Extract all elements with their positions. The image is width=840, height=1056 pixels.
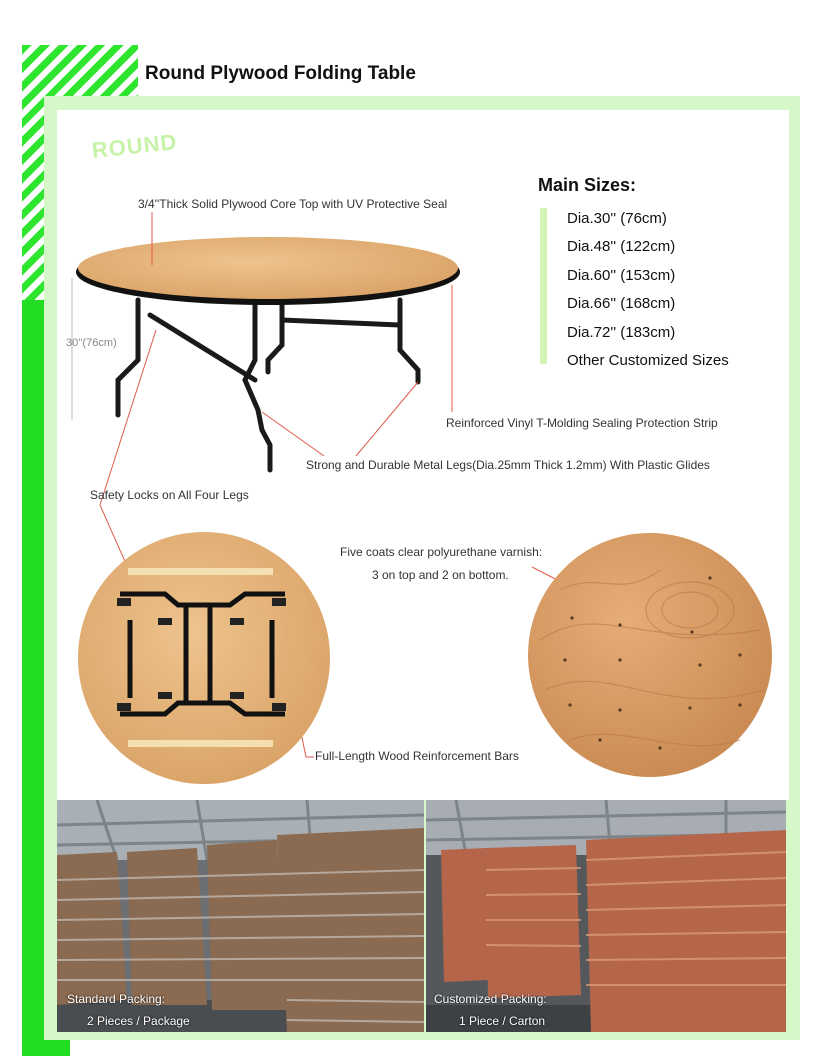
standard-packing-detail: 2 Pieces / Package xyxy=(87,1014,190,1028)
standard-packing-photo xyxy=(57,800,424,1032)
legs-label: Strong and Durable Metal Legs(Dia.25mm Thick 1.2mm) With Plastic Glides xyxy=(306,458,710,472)
top-label: 3/4''Thick Solid Plywood Core Top with UV Protective Seal xyxy=(138,197,448,211)
size-item: Dia.72'' (183cm) xyxy=(567,323,676,341)
size-item: Dia.60'' (153cm) xyxy=(567,266,676,284)
size-item: Dia.30'' (76cm) xyxy=(567,210,667,227)
plywood-surface xyxy=(528,533,772,777)
varnish-label-line1: Five coats clear polyurethane varnish: xyxy=(340,545,543,559)
locks-label: Safety Locks on All Four Legs xyxy=(90,488,249,502)
size-item: Dia.66'' (168cm) xyxy=(567,295,676,313)
size-item: Dia.48'' (122cm) xyxy=(567,238,676,256)
molding-label: Reinforced Vinyl T-Molding Sealing Protection Strip xyxy=(446,416,718,430)
custom-packing-detail: 1 Piece / Carton xyxy=(459,1014,546,1028)
varnish-label-line2: 3 on top and 2 on bottom. xyxy=(372,568,509,582)
wood-bars-label: Full-Length Wood Reinforcement Bars xyxy=(315,749,519,763)
table-top xyxy=(78,237,458,299)
height-label: 30''(76cm) xyxy=(66,337,117,349)
custom-packing-photo xyxy=(426,800,786,1032)
table-legs xyxy=(118,300,418,470)
custom-packing-title: Customized Packing: xyxy=(434,992,547,1006)
standard-packing-title: Standard Packing: xyxy=(67,992,166,1006)
page-title: Round Plywood Folding Table xyxy=(145,63,416,84)
sizes-title: Main Sizes: xyxy=(538,175,637,195)
size-item: Other Customized Sizes xyxy=(567,352,729,370)
round-heading: ROUND xyxy=(90,129,179,163)
